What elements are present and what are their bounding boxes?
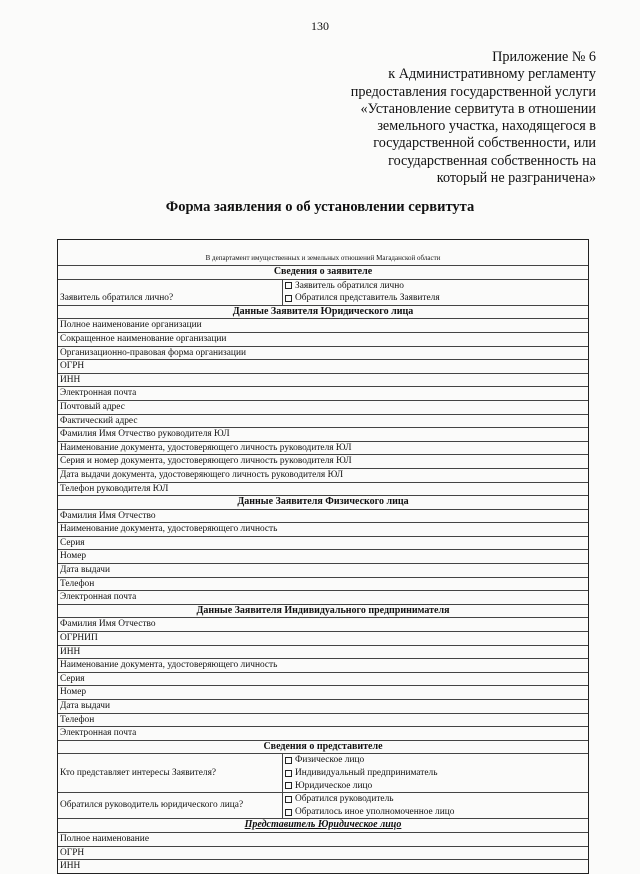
department-row: [58, 240, 588, 265]
option-label: Заявитель обратился лично: [295, 280, 404, 291]
field-label: Фактический адрес: [60, 415, 138, 426]
appendix-line: государственная собственность на: [388, 152, 596, 169]
field-row[interactable]: [58, 536, 588, 550]
field-label: Почтовый адрес: [60, 401, 125, 412]
field-row[interactable]: [58, 699, 588, 713]
field-row[interactable]: [58, 427, 588, 441]
option-entrepreneur[interactable]: [285, 767, 588, 780]
field-row[interactable]: [58, 563, 588, 577]
field-row[interactable]: [58, 645, 588, 659]
field-label: Электронная почта: [60, 728, 137, 739]
field-label: Наименование документа, удостоверяющего личность руководителя ЮЛ: [60, 442, 352, 453]
field-label: ОГРНИП: [60, 633, 98, 644]
field-label: Телефон: [60, 578, 95, 589]
option-personal[interactable]: [285, 280, 588, 293]
option-group: [283, 754, 588, 792]
field-label: Дата выдачи документа, удостоверяющего личность руководителя ЮЛ: [60, 469, 344, 480]
field-row[interactable]: [58, 414, 588, 428]
field-row[interactable]: [58, 590, 588, 604]
checkbox-icon[interactable]: [285, 782, 292, 789]
option-individual[interactable]: [285, 754, 588, 767]
section-heading: Сведения о заявителе: [58, 265, 588, 279]
field-row[interactable]: [58, 672, 588, 686]
option-authorized-person[interactable]: [285, 806, 588, 819]
field-row[interactable]: [58, 318, 588, 332]
appendix-header: [296, 49, 596, 187]
field-label: Наименование документа, удостоверяющего личность: [60, 524, 278, 535]
field-row[interactable]: [58, 726, 588, 740]
option-label: Физическое лицо: [295, 755, 365, 766]
field-label: ОГРН: [60, 361, 85, 372]
appendix-line: предоставления государственной услуги: [350, 83, 596, 100]
field-row[interactable]: [58, 859, 588, 873]
appendix-line: земельного участка, находящегося в: [377, 118, 596, 135]
field-row[interactable]: [58, 359, 588, 373]
field-row[interactable]: [58, 617, 588, 631]
field-label: Наименование документа, удостоверяющего личность: [60, 660, 278, 671]
field-label: Дата выдачи: [60, 565, 111, 576]
field-row[interactable]: [58, 577, 588, 591]
field-row[interactable]: [58, 509, 588, 523]
field-row[interactable]: [58, 346, 588, 360]
field-label: Фамилия Имя Отчество: [60, 510, 156, 521]
field-label: Серия и номер документа, удостоверяющего личность руководителя ЮЛ: [60, 456, 352, 467]
option-label: Обратился руководитель: [295, 794, 394, 805]
field-label: Серия: [60, 673, 85, 684]
head-applied-row: [58, 792, 588, 818]
field-label: ИНН: [60, 646, 81, 657]
field-label: Номер: [60, 687, 87, 698]
checkbox-icon[interactable]: [285, 809, 292, 816]
section-heading: Сведения о представителе: [58, 740, 588, 754]
applicant-question-row: [58, 279, 588, 305]
section-heading: Данные Заявителя Физического лица: [58, 495, 588, 509]
field-label: Дата выдачи: [60, 701, 111, 711]
field-label: Номер: [60, 551, 87, 562]
field-row[interactable]: [58, 482, 588, 496]
checkbox-icon[interactable]: [285, 295, 292, 302]
field-row[interactable]: [58, 713, 588, 727]
field-label: Фамилия Имя Отчество руководителя ЮЛ: [60, 429, 230, 440]
option-group: [283, 793, 588, 818]
option-legal-entity[interactable]: [285, 780, 588, 793]
option-label: Юридическое лицо: [295, 780, 373, 791]
field-row[interactable]: [58, 685, 588, 699]
field-row[interactable]: [58, 549, 588, 563]
field-label: Организационно-правовая форма организации: [60, 347, 246, 358]
option-label: Индивидуальный предприниматель: [295, 767, 438, 778]
field-row[interactable]: [58, 386, 588, 400]
option-head[interactable]: [285, 793, 588, 806]
field-label: Серия: [60, 537, 85, 548]
option-group: [283, 280, 588, 305]
field-row[interactable]: [58, 522, 588, 536]
appendix-line: «Установление сервитута в отношении: [360, 100, 596, 117]
field-label: Телефон: [60, 714, 95, 725]
page-number: 130: [311, 19, 329, 33]
field-row[interactable]: [58, 658, 588, 672]
section-heading: Представитель Юридическое лицо: [58, 818, 588, 832]
appendix-line: который не разграничена»: [436, 170, 596, 187]
field-label: Электронная почта: [60, 388, 137, 399]
checkbox-icon[interactable]: [285, 282, 292, 289]
field-row[interactable]: [58, 631, 588, 645]
field-row[interactable]: [58, 846, 588, 860]
field-label: Полное наименование организации: [60, 320, 202, 331]
field-label: ОГРН: [60, 847, 85, 858]
field-label: ИНН: [60, 374, 81, 385]
checkbox-icon[interactable]: [285, 770, 292, 777]
field-row[interactable]: [58, 468, 588, 482]
option-label: Обратился представитель Заявителя: [295, 293, 440, 304]
section-heading: Данные Заявителя Индивидуального предпринимателя: [58, 604, 588, 618]
field-row[interactable]: [58, 400, 588, 414]
field-row[interactable]: [58, 332, 588, 346]
question-label: Кто представляет интересы Заявителя?: [58, 754, 283, 792]
checkbox-icon[interactable]: [285, 796, 292, 803]
field-row[interactable]: [58, 832, 588, 846]
application-form-table: [57, 239, 589, 874]
option-representative[interactable]: [285, 292, 588, 305]
field-label: ИНН: [60, 861, 81, 872]
appendix-line: к Административному регламенту: [388, 66, 596, 83]
field-label: Фамилия Имя Отчество: [60, 619, 156, 630]
field-label: Полное наименование: [60, 833, 149, 844]
field-label: Телефон руководителя ЮЛ: [60, 483, 169, 494]
section-heading: Данные Заявителя Юридического лица: [58, 305, 588, 319]
department-text: В департамент имущественных и земельных отношений Магаданской области: [205, 254, 441, 263]
field-row[interactable]: [58, 373, 588, 387]
form-title: Форма заявления о об установлении сервитута: [165, 199, 475, 215]
field-row[interactable]: [58, 454, 588, 468]
field-row[interactable]: [58, 441, 588, 455]
representative-type-row: [58, 753, 588, 792]
option-label: Обратилось иное уполномоченное лицо: [295, 806, 455, 817]
field-label: Сокращенное наименование организации: [60, 333, 227, 344]
question-label: Обратился руководитель юридического лица?: [58, 793, 283, 818]
appendix-line: Приложение № 6: [492, 49, 596, 65]
question-label: Заявитель обратился лично?: [58, 280, 283, 305]
field-label: Электронная почта: [60, 592, 137, 603]
checkbox-icon[interactable]: [285, 757, 292, 764]
appendix-line: государственной собственности, или: [373, 135, 596, 152]
